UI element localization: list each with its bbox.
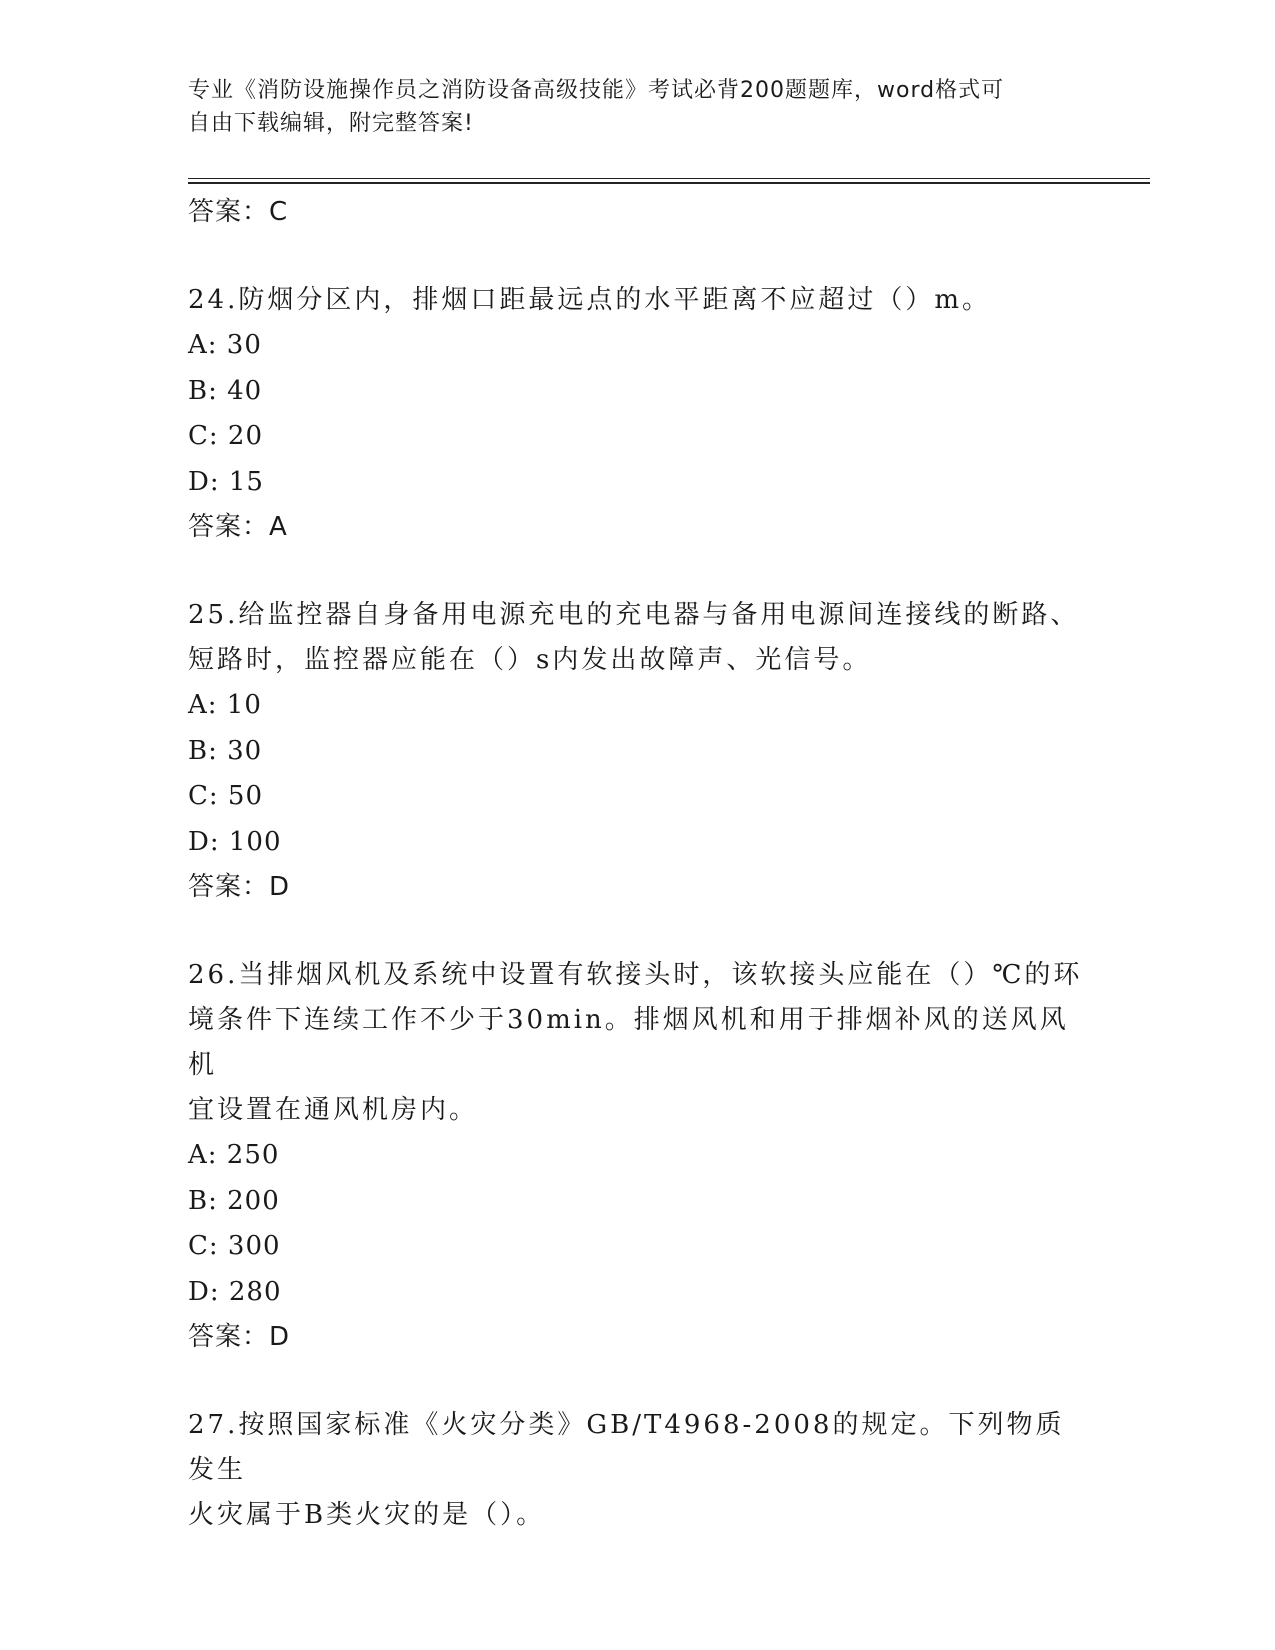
answer-line: 答案：C — [188, 197, 289, 227]
document-header — [188, 74, 1068, 140]
option-a: A: 250 — [188, 1140, 280, 1170]
option-c: C: 300 — [188, 1231, 281, 1261]
option-b: B: 40 — [188, 375, 263, 406]
question-list — [188, 190, 1088, 1538]
option-b: B: 200 — [188, 1185, 280, 1216]
header-divider — [188, 178, 1150, 184]
question-27 — [188, 1403, 1088, 1538]
question-25 — [188, 593, 1088, 683]
option-a: A: 10 — [188, 690, 262, 720]
question-text-line: 短路时，监控器应能在（）s内发出故障声、光信号。 — [188, 645, 872, 675]
answer-line: 答案：D — [188, 1322, 291, 1352]
answer-line: 答案：D — [188, 872, 291, 902]
option-c: C: 20 — [188, 421, 264, 451]
option-d: D: 15 — [188, 466, 264, 497]
question-text-line: 火灾属于B类火灾的是（）。 — [188, 1500, 546, 1530]
header-line-1: 专业《消防设施操作员之消防设备高级技能》考试必背200题题库，word格式可 — [188, 78, 1005, 103]
header-line-2: 自由下载编辑，附完整答案! — [188, 111, 474, 136]
question-text-line: 26.当排烟风机及系统中设置有软接头时，该软接头应能在（）℃的环 — [188, 960, 1083, 990]
question-text-line: 24.防烟分区内，排烟口距最远点的水平距离不应超过（）m。 — [188, 285, 992, 315]
question-26 — [188, 953, 1088, 1133]
question-text-line: 27.按照国家标准《火灾分类》GB/T4968-2008的规定。下列物质发生 — [188, 1410, 1065, 1485]
option-a: A: 30 — [188, 330, 262, 360]
option-b: B: 30 — [188, 735, 263, 766]
question-text-line: 境条件下连续工作不少于30min。排烟风机和用于排烟补风的送风风机 — [188, 1005, 1069, 1080]
question-text-line: 25.给监控器自身备用电源充电的充电器与备用电源间连接线的断路、 — [188, 600, 1080, 630]
option-d: D: 100 — [188, 826, 282, 857]
answer-line: 答案：A — [188, 512, 288, 542]
option-d: D: 280 — [188, 1276, 282, 1307]
question-text-line: 宜设置在通风机房内。 — [188, 1095, 479, 1125]
option-c: C: 50 — [188, 781, 264, 811]
question-24 — [188, 278, 1088, 323]
